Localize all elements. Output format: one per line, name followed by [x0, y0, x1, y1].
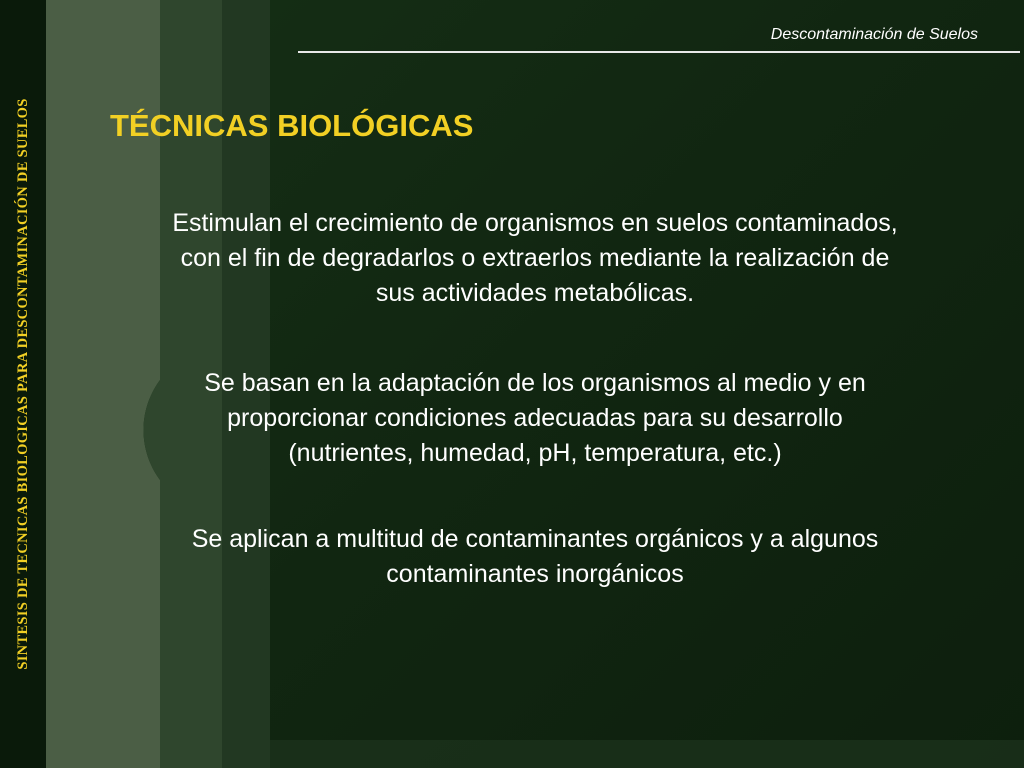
paragraph-2-line-1: Se basan en la adaptación de los organismos al medio y en	[204, 369, 866, 397]
paragraph-2-line-2: proporcionar condiciones adecuadas para su desarrollo	[227, 404, 843, 432]
paragraph-3	[110, 522, 960, 592]
header-label: Descontaminación de Suelos	[770, 26, 978, 43]
paragraph-2	[110, 366, 960, 471]
paragraph-1	[110, 206, 960, 311]
sidebar-title: SINTESIS DE TECNICAS BIOLOGICAS PARA DESCONTAMINACIÓN DE SUELOS	[15, 98, 31, 670]
slide-title: TÉCNICAS BIOLÓGICAS	[110, 108, 474, 143]
header-divider	[298, 51, 1020, 53]
bottom-band	[270, 740, 1024, 768]
paragraph-3-line-1: Se aplican a multitud de contaminantes orgánicos y a algunos	[191, 525, 879, 553]
paragraph-1-line-2: con el fin de degradarlos o extraerlos mediante la realización de	[180, 244, 890, 272]
paragraph-2-line-3: (nutrientes, humedad, pH, temperatura, etc.)	[288, 439, 782, 467]
paragraph-1-line-1: Estimulan el crecimiento de organismos en suelos contaminados,	[172, 209, 898, 237]
paragraph-3-line-2: contaminantes inorgánicos	[386, 560, 684, 588]
paragraph-1-line-3: sus actividades metabólicas.	[375, 279, 695, 307]
